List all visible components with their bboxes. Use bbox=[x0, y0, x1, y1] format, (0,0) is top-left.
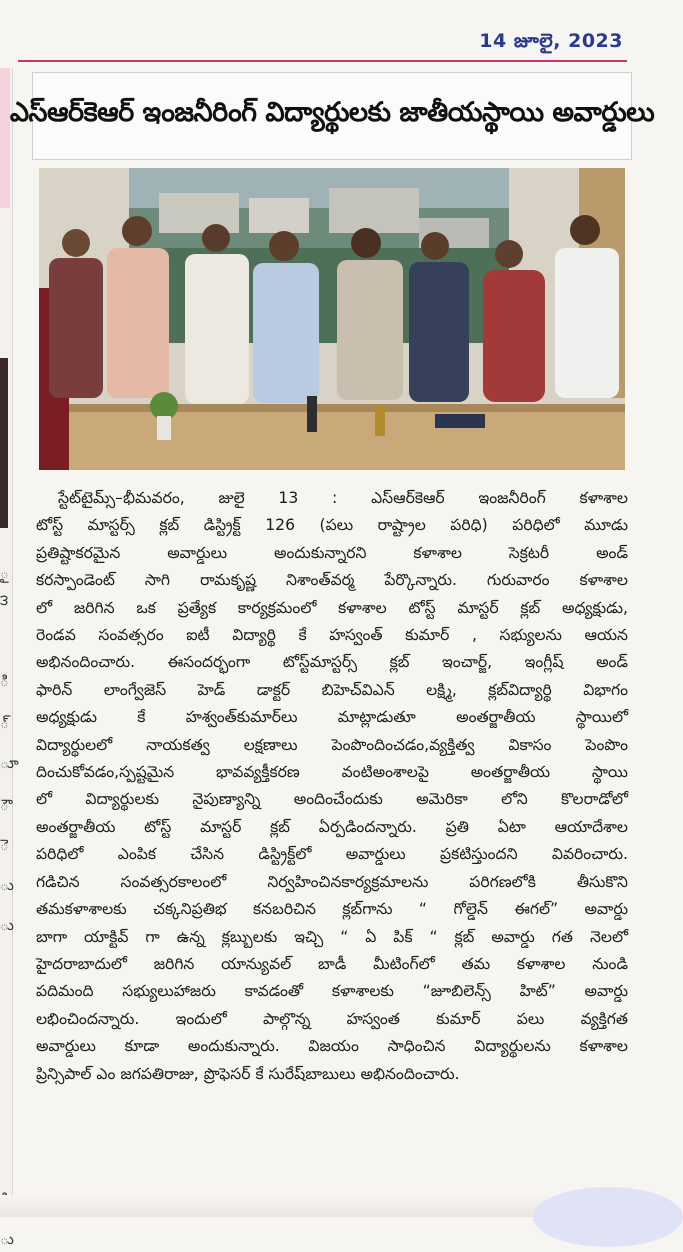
news-photo bbox=[39, 168, 625, 470]
adjacent-text-fragment: ు bbox=[0, 916, 14, 934]
article-line: లో విద్యార్థులకు నైపుణ్యాన్ని అందించేందుకు అమెరికా లోని కొలరాడోలో bbox=[36, 790, 628, 809]
adjacent-text-fragment: ౩ bbox=[0, 591, 9, 609]
article-line: ప్రతిష్టాకరమైన అవార్డులు అందుకున్నారని కళాశాల సెక్రటరీ అండ్ bbox=[36, 543, 628, 562]
article-line: పదిమంది సభ్యులుహాజరు కావడంతో కళాశాలకు “జూబిలెన్స్ హిట్” అవార్డు bbox=[36, 982, 628, 1001]
adjacent-photo-edge bbox=[0, 358, 8, 528]
adjacent-text-fragment: ౖ bbox=[0, 564, 9, 582]
article-line: టోస్ట్ మాస్టర్స్ క్లబ్ డిస్ట్రిక్ట్ 126 (పలు రాష్ట్రాల పరిధి) పరిధిలో మూడు bbox=[36, 516, 628, 535]
adjacent-pink-bar bbox=[0, 68, 10, 208]
adjacent-text-fragment: ు bbox=[0, 1230, 14, 1248]
article-line: అవార్డులు కూడా అందుకున్నారు. విజయం సాధించిన విద్యార్థులను కళాశాల bbox=[36, 1037, 628, 1056]
article-line: గడిచిన సంవత్సరకాలంలో నిర్వహించినకార్యక్రమాలను పరిగణలోకి తీసుకొని bbox=[36, 872, 628, 891]
article-line: స్టేట్‌టైమ్స్–భీమవరం, జులై 13 : ఎస్ఆర్‌కెఆర్ ఇంజనీరింగ్ కళాశాల bbox=[58, 489, 628, 507]
article-body bbox=[36, 485, 628, 1088]
adjacent-column-strip bbox=[0, 68, 19, 1248]
article-line: ఫారిన్ లాంగ్వేజెస్ హెడ్ డాక్టర్ బిహెచ్‌విఎన్ లక్ష్మి, క్లబ్‌విద్యార్థి విభాగం bbox=[36, 680, 628, 699]
article-line: అభినందించారు. ఈసందర్భంగా టోస్ట్‌మాస్టర్స్ క్లబ్ ఇంచార్జ్, ఇంగ్లీష్ అండ్ bbox=[36, 653, 628, 672]
header-rule bbox=[18, 60, 627, 62]
article-line: విద్యార్థులలో నాయకత్వ లక్షణాలు పెంపొందించడం,వ్యక్తిత్వ వికాసం పెంపొం bbox=[36, 735, 628, 754]
article-line: కరస్పాండెంట్ సాగి రామకృష్ణ నిశాంత్‌వర్మ పేర్కొన్నారు. గురువారం కళాశాల bbox=[36, 571, 628, 590]
article-line: బాగా యాక్టివ్ గా ఉన్న క్లబ్బులకు ఇచ్చి “ ఏ పిక్ “ క్లబ్ అవార్డు గత నెలలో bbox=[36, 927, 628, 946]
publication-date: 14 జూలై, 2023 bbox=[479, 30, 623, 52]
adjacent-text-fragment: ి bbox=[0, 672, 9, 690]
article-line: అంతర్జాతీయ టోస్ట్ మాస్టర్ క్లబ్ ఏర్పడిందన్నారు. ప్రతి ఏటా ఆయాదేశాల bbox=[36, 817, 628, 836]
group-photo-illustration bbox=[39, 168, 625, 470]
article-line: లో జరిగిన ఒక ప్రత్యేక కార్యక్రమంలో కళాశాల టోస్ట్ మాస్టర్ క్లబ్ అధ్యక్షుడు, bbox=[36, 598, 628, 617]
article-line: హైదరాబాదులో జరిగిన యాన్యువల్ బాడీ మీటింగ్‌లో తమ కళాశాల నుండి bbox=[36, 954, 628, 973]
article-line: అధ్యక్షుడు కే హశ్వంత్‌కుమార్‌లు మాట్లాడుతూ అంతర్జాతీయ స్థాయిలో bbox=[36, 708, 628, 727]
article-line: లభించిందన్నారు. ఇందులో పాల్గొన్న హస్వంత కుమార్ పలు వ్యక్తిగత bbox=[36, 1009, 628, 1028]
article-line: రెండవ సంవత్సరం ఐటీ విద్యార్థి కే హస్వంత్ కుమార్ , సభ్యులను ఆయన bbox=[36, 626, 628, 645]
adjacent-text-fragment: ్ bbox=[0, 714, 9, 732]
adjacent-text-fragment: ూ bbox=[0, 754, 19, 772]
adjacent-text-fragment: ు bbox=[0, 876, 14, 894]
article-line: పరిధిలో ఎంపిక చేసిన డిస్ట్రిక్ట్‌లో అవార్డులు ప్రకటిస్తుందని వివరించారు. bbox=[36, 845, 628, 864]
article-line: ప్రిన్సిపాల్ ఎం జగపతిరాజు, ప్రొఫెసర్ కే సురేష్‌బాబులు అభినందించారు. bbox=[36, 1064, 460, 1083]
adjacent-text-fragment: ె bbox=[0, 836, 9, 854]
adjacent-text-fragment: ౌ bbox=[0, 796, 9, 814]
headline: ఎస్ఆర్‌కెఆర్ ఇంజనీరింగ్ విద్యార్థులకు జాతీయస్థాయి అవార్డులు bbox=[9, 97, 655, 128]
headline-box bbox=[9, 72, 655, 160]
article-line: తమకళాశాలకు చక్కనిప్రతిభ కనబరిచిన క్లబ్‌గాను “ గోల్డెన్ ఈగల్” అవార్డు bbox=[36, 900, 628, 919]
corner-overlay bbox=[533, 1187, 683, 1247]
article-line: దించుకోవడం,స్పష్టమైన భావవ్యక్తీకరణ వంటిఅంశాలపై అంతర్జాతీయ స్థాయి bbox=[36, 763, 628, 782]
